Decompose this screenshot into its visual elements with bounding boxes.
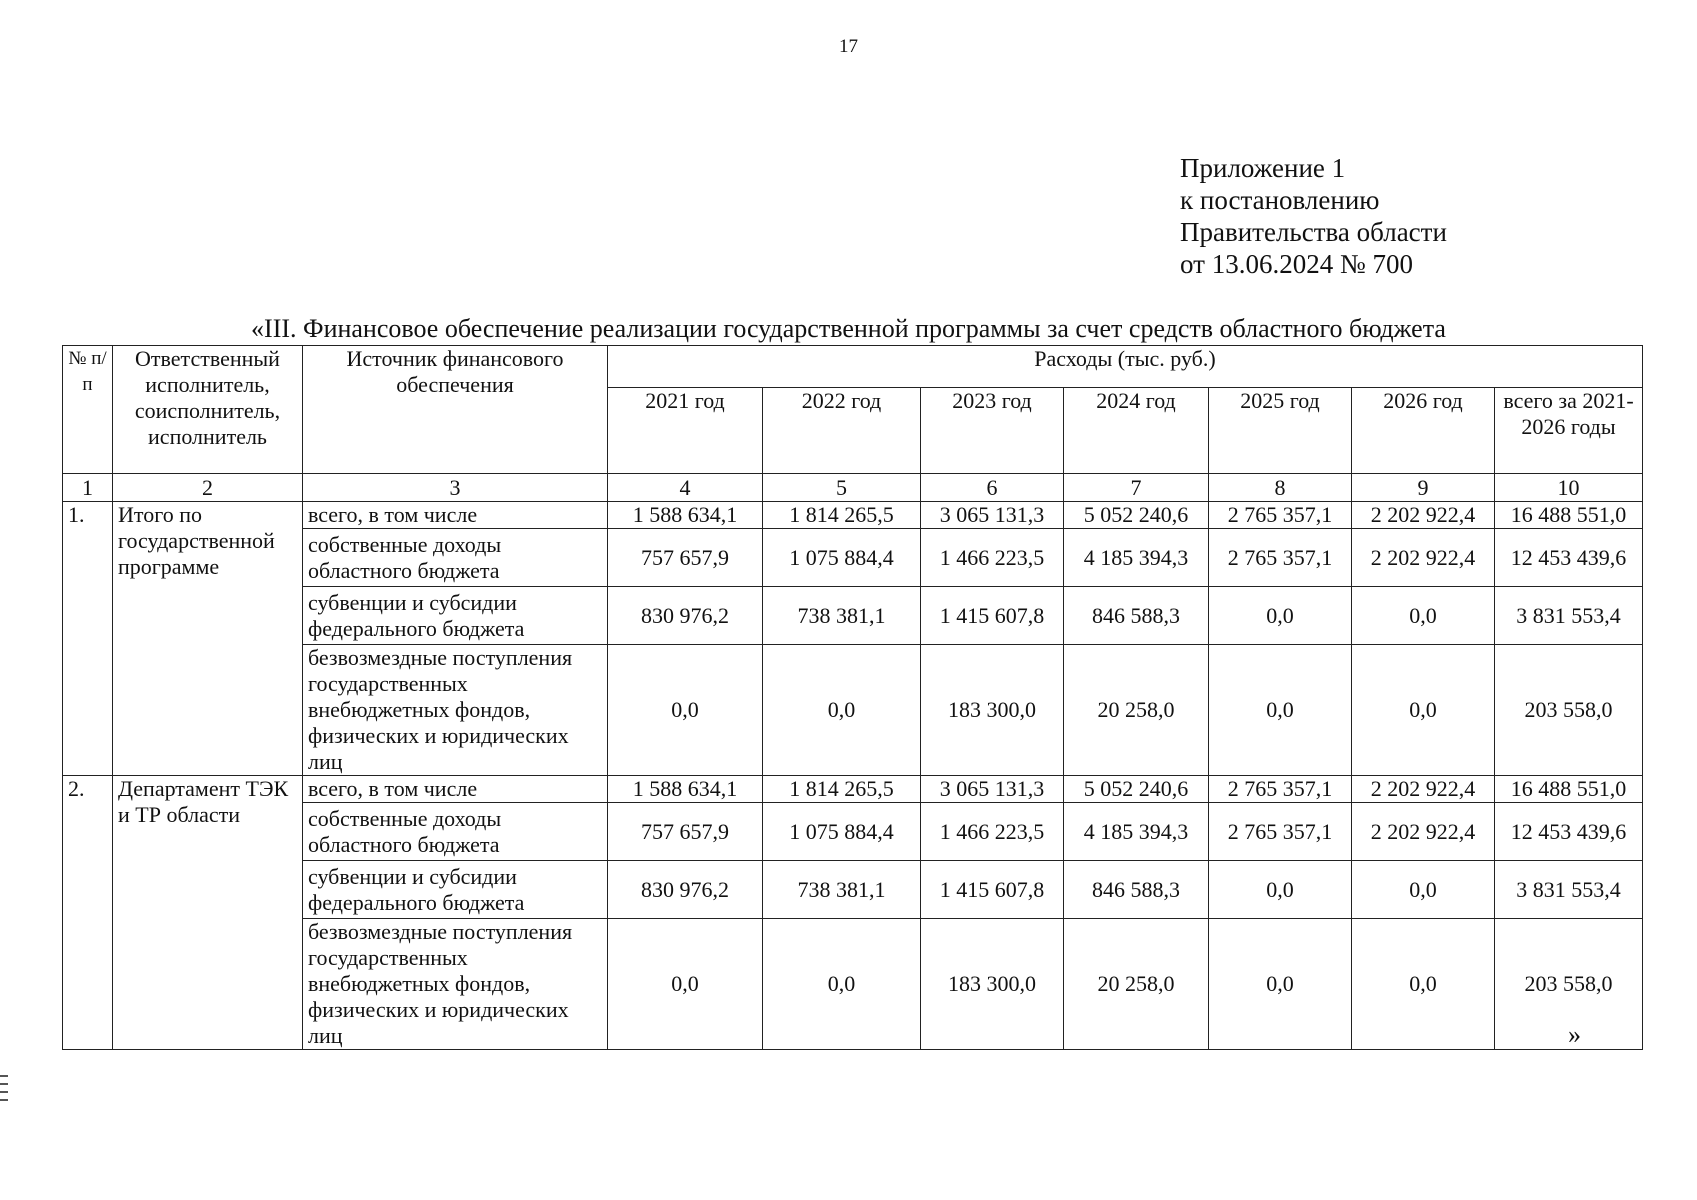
column-number: 7 (1064, 474, 1209, 502)
row-source: собственные доходы областного бюджета (303, 529, 608, 587)
value-cell: 4 185 394,3 (1064, 529, 1209, 587)
header-year: 2025 год (1209, 388, 1352, 474)
column-number: 2 (113, 474, 303, 502)
value-cell: 0,0 (763, 919, 921, 1050)
value-cell: 1 075 884,4 (763, 529, 921, 587)
value-cell: 757 657,9 (608, 803, 763, 861)
column-number: 3 (303, 474, 608, 502)
value-cell: 846 588,3 (1064, 587, 1209, 645)
value-cell: 16 488 551,0 (1495, 776, 1643, 803)
value-cell: 1 814 265,5 (763, 776, 921, 803)
table-row (63, 776, 1643, 803)
table-row (63, 502, 1643, 529)
row-source: всего, в том числе (303, 502, 608, 529)
value-cell: 830 976,2 (608, 587, 763, 645)
value-cell: 2 765 357,1 (1209, 776, 1352, 803)
value-cell: 0,0 (1352, 919, 1495, 1050)
row-num: 1. (63, 502, 113, 776)
row-source: собственные доходы областного бюджета (303, 803, 608, 861)
header-executor: Ответственный исполнитель, соисполнитель, исполнитель (113, 346, 303, 474)
value-cell: 1 588 634,1 (608, 776, 763, 803)
scan-margin-mark (0, 1075, 8, 1077)
header-year: 2024 год (1064, 388, 1209, 474)
value-cell: 0,0 (1209, 645, 1352, 776)
value-cell: 0,0 (1352, 587, 1495, 645)
value-cell: 1 588 634,1 (608, 502, 763, 529)
column-numbers-row (63, 474, 1643, 502)
value-cell: 5 052 240,6 (1064, 776, 1209, 803)
column-number: 10 (1495, 474, 1643, 502)
value-cell: 4 185 394,3 (1064, 803, 1209, 861)
value-cell: 1 466 223,5 (921, 803, 1064, 861)
value-cell: 3 831 553,4 (1495, 861, 1643, 919)
row-source: субвенции и субсидии федерального бюджета (303, 587, 608, 645)
value-cell: 2 765 357,1 (1209, 502, 1352, 529)
value-cell: 3 065 131,3 (921, 502, 1064, 529)
value-cell: 0,0 (1209, 861, 1352, 919)
value-cell: 0,0 (763, 645, 921, 776)
value-cell: 0,0 (1352, 645, 1495, 776)
scan-margin-mark (0, 1099, 8, 1101)
value-cell: 0,0 (1352, 861, 1495, 919)
page-number: 17 (839, 36, 858, 57)
appendix-line: от 13.06.2024 № 700 (1180, 249, 1413, 279)
closing-quote: » (1568, 1020, 1581, 1049)
value-cell: 183 300,0 (921, 919, 1064, 1050)
financing-table (62, 345, 1643, 1050)
value-cell: 203 558,0 (1495, 645, 1643, 776)
value-cell: 12 453 439,6 (1495, 529, 1643, 587)
value-cell: 0,0 (1209, 919, 1352, 1050)
value-cell: 1 814 265,5 (763, 502, 921, 529)
value-cell: 5 052 240,6 (1064, 502, 1209, 529)
appendix-line: Правительства области (1180, 217, 1447, 247)
value-cell: 2 202 922,4 (1352, 803, 1495, 861)
header-source: Источник финансового обеспечения (303, 346, 608, 474)
value-cell: 0,0 (608, 919, 763, 1050)
column-number: 4 (608, 474, 763, 502)
value-cell: 0,0 (1209, 587, 1352, 645)
appendix-block (1180, 152, 1447, 280)
scan-margin-mark (0, 1091, 8, 1093)
column-number: 1 (63, 474, 113, 502)
header-year: 2026 год (1352, 388, 1495, 474)
value-cell: 20 258,0 (1064, 919, 1209, 1050)
value-cell: 183 300,0 (921, 645, 1064, 776)
row-source: субвенции и субсидии федерального бюджета (303, 861, 608, 919)
value-cell: 2 202 922,4 (1352, 529, 1495, 587)
appendix-line: к постановлению (1180, 185, 1380, 215)
row-source: безвозмездные поступления государственных внебюджетных фондов, физических и юридических лиц (303, 645, 608, 776)
value-cell: 1 075 884,4 (763, 803, 921, 861)
column-number: 5 (763, 474, 921, 502)
header-year: 2021 год (608, 388, 763, 474)
value-cell: 0,0 (608, 645, 763, 776)
value-cell: 830 976,2 (608, 861, 763, 919)
value-cell: 1 415 607,8 (921, 861, 1064, 919)
value-cell: 2 202 922,4 (1352, 776, 1495, 803)
row-num: 2. (63, 776, 113, 1050)
header-expenses: Расходы (тыс. руб.) (608, 346, 1643, 388)
header-year: 2023 год (921, 388, 1064, 474)
header-row (63, 346, 1643, 388)
appendix-line: Приложение 1 (1180, 153, 1346, 183)
column-number: 6 (921, 474, 1064, 502)
value-cell: 2 765 357,1 (1209, 529, 1352, 587)
value-cell: 738 381,1 (763, 861, 921, 919)
row-executor: Департамент ТЭК и ТР области (113, 776, 303, 1050)
value-cell: 20 258,0 (1064, 645, 1209, 776)
value-cell: 2 765 357,1 (1209, 803, 1352, 861)
row-executor: Итого по государственной программе (113, 502, 303, 776)
table-title: «III. Финансовое обеспечение реализации государственной программы за счет средств областного бюджета (251, 314, 1446, 343)
value-cell: 16 488 551,0 (1495, 502, 1643, 529)
header-total: всего за 2021-2026 годы (1495, 388, 1643, 474)
row-source: всего, в том числе (303, 776, 608, 803)
scan-margin-mark (0, 1083, 8, 1085)
value-cell: 3 065 131,3 (921, 776, 1064, 803)
value-cell: 1 415 607,8 (921, 587, 1064, 645)
value-cell: 3 831 553,4 (1495, 587, 1643, 645)
header-num: № п/п (63, 346, 113, 474)
value-cell: 757 657,9 (608, 529, 763, 587)
column-number: 8 (1209, 474, 1352, 502)
value-cell: 2 202 922,4 (1352, 502, 1495, 529)
header-year: 2022 год (763, 388, 921, 474)
value-cell: 1 466 223,5 (921, 529, 1064, 587)
column-number: 9 (1352, 474, 1495, 502)
value-cell: 12 453 439,6 (1495, 803, 1643, 861)
row-source: безвозмездные поступления государственных внебюджетных фондов, физических и юридических лиц (303, 919, 608, 1050)
value-cell: 738 381,1 (763, 587, 921, 645)
value-cell: 203 558,0 (1495, 919, 1643, 1050)
value-cell: 846 588,3 (1064, 861, 1209, 919)
